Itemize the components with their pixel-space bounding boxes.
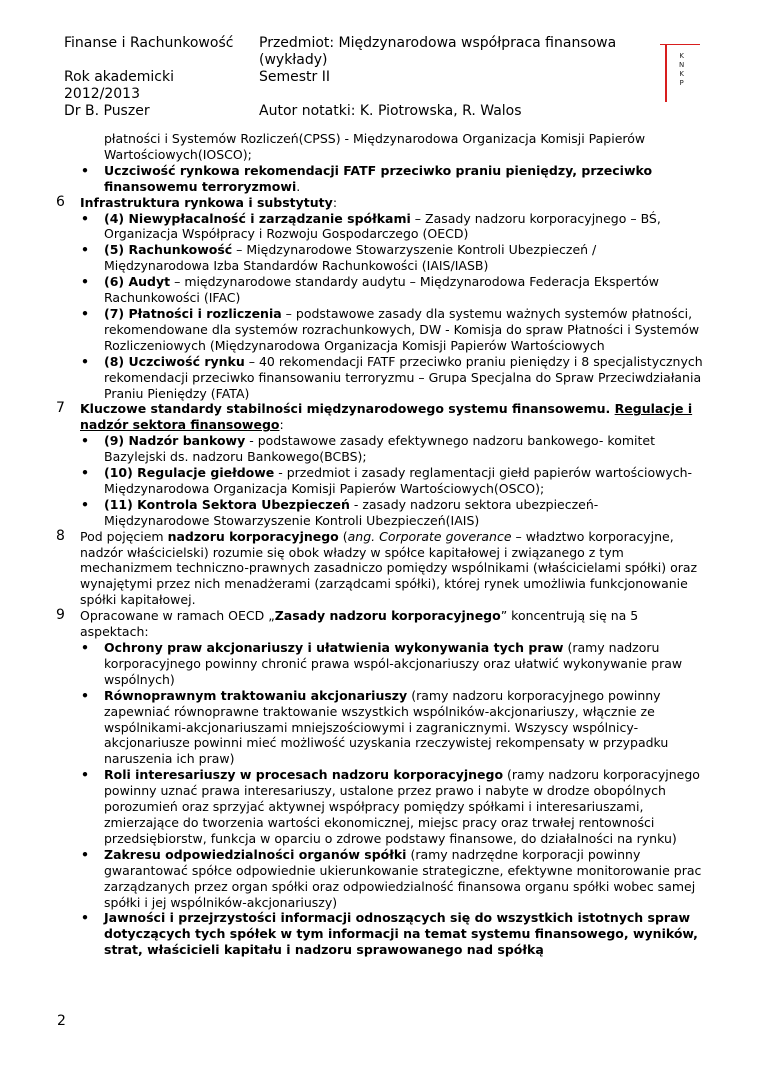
header-authors: Autor notatki: K. Piotrowska, R. Walos: [259, 103, 522, 119]
list-item: • (4) Niewypłacalność i zarządzanie spółkami – Zasady nadzoru korporacyjnego – BŚ, Organizacja Współpracy i Rozwoju Gospodarczego (OECD): [81, 210, 661, 242]
list-item: • (5) Rachunkowość – Międzynarodowe Stowarzyszenie Kontroli Ubezpieczeń / Międzynarodowa Izba Standardów Rachunkowości (IAIS/IASB): [81, 242, 597, 274]
bullet-icon: •: [81, 305, 89, 321]
list-item: • (9) Nadzór bankowy - podstawowe zasady efektywnego nadzoru bankowego- komitet Bazylejski ds. nadzoru Bankowego(BCBS);: [81, 433, 655, 465]
knkp-logo: [660, 44, 700, 102]
header-spacer: [259, 86, 649, 103]
header-academic-year-label: Rok akademicki: [64, 69, 174, 85]
bullet-icon: •: [81, 687, 89, 703]
list-item: • (10) Regulacje giełdowe - przedmiot i zasady reglamentacji giełd papierów wartościowych- Międzynarodowa Organizacja Komisji Papierów Wartościowych(OSCO);: [81, 465, 693, 496]
header-semester: Semestr II: [259, 69, 330, 85]
list-item: • (7) Płatności i rozliczenia – podstawowe zasady dla systemu ważnych systemów płatności, rekomendowane dla systemów rozrachunkowych, DW - Komisja do spraw Płatności i Systemów Rozliczeniowych (Międzynarodowa Organizacja Komisji Papierów Wartościowych: [81, 305, 700, 353]
item-title: Kluczowe standardy stabilności międzynarodowego systemu finansowemu. Regulacje i nadzór sektora finansowego:: [80, 401, 693, 433]
item-paragraph: Pod pojęciem nadzoru korporacyjnego (ang. Corporate goverance – władztwo korporacyjne, nadzór właścicielski) rozumie się obok władzy w spółce kapitałowej i związanego z tym mechanizmem techniczno-prawnych zasadniczo pomiędzy wspólnikami (właścicielami spółki) oraz wynajętymi przez nich menadżerami (zarządcami spółki), której rynek umożliwia funkcjonowanie spółki kapitałowej.: [80, 528, 698, 608]
header-lecturer: Dr B. Puszer: [64, 103, 150, 119]
bullet-icon: •: [81, 496, 89, 512]
bullet-icon: •: [81, 433, 89, 449]
item-number: 7: [56, 400, 65, 417]
header-subject: Przedmiot: Międzynarodowa współpraca finansowa: [259, 35, 617, 51]
item-number: 6: [56, 193, 65, 210]
header-left: [64, 35, 254, 120]
header-right: [259, 35, 649, 120]
list-item: • Roli interesariuszy w procesach nadzoru korporacyjnego (ramy nadzoru korporacyjnego powinny uznać prawa interesariuszy, ustalone przez prawo i nabyte w drodze obopólnych porozumień oraz sprzyjać aktywnej współpracy pomiędzy spółkami i interesariuszami, zmierzające do tworzenia wartości ekonomicznej, miejsc pracy oraz trwałej rentowności przedsiębiorstw, funkcja w oparciu o zdrowe podstawy finansowe, do działalności na rynku): [81, 767, 700, 846]
logo-vertical-bar: [665, 44, 667, 102]
bullet-icon: •: [81, 640, 89, 655]
logo-letters: K N K P: [679, 52, 685, 87]
item-paragraph: Opracowane w ramach OECD „Zasady nadzoru korporacyjnego” koncentrują się na 5 aspektach:: [80, 608, 639, 640]
list-item: • Uczciwość rynkowa rekomendacji FATF przeciwko praniu pieniędzy, przeciwko finansowemu terroryzmowi.: [81, 162, 653, 194]
list-item: • (6) Audyt – międzynarodowe standardy audytu – Międzynarodowa Federacja Ekspertów Rachunkowości (IFAC): [81, 274, 660, 306]
bullet-icon: •: [81, 353, 89, 369]
bullet-icon: •: [81, 274, 89, 290]
bullet-bold-text: Uczciwość rynkowa rekomendacji FATF przeciwko praniu pieniędzy, przeciwko finansowemu terroryzmowi: [104, 162, 653, 194]
list-item: • Równoprawnym traktowaniu akcjonariuszy (ramy nadzoru korporacyjnego powinny zapewniać równoprawne traktowanie wszystkich wspólników-akcjonariuszy, włącznie ze wspólnikami-akcjonariuszami mniejszościowymi i zagranicznymi. Wszyscy wspólnicy-akcjonariusze powinni mieć możliwość uzyskania rzeczywistej rekompensaty w przypadku naruszenia ich praw): [81, 687, 669, 767]
numbered-item-7: [56, 401, 704, 528]
item-title: Infrastruktura rynkowa i substytuty:: [80, 194, 338, 210]
header-academic-year: 2012/2013: [64, 86, 140, 102]
document-body: [56, 131, 704, 958]
list-item: • (11) Kontrola Sektora Ubezpieczeń - zasady nadzoru sektora ubezpieczeń- Międzynarodowe Stowarzyszenie Kontroli Ubezpieczeń(IAIS): [81, 496, 599, 528]
numbered-item-9: [56, 608, 704, 958]
numbered-item-8: [56, 529, 704, 609]
bullet-icon: •: [81, 210, 89, 226]
bullet-icon: •: [81, 465, 89, 481]
continuation-text: płatności i Systemów Rozliczeń(CPSS) - Międzynarodowa Organizacja Komisji Papierów Wartościowych(IOSCO);: [104, 131, 646, 162]
header-course: Finanse i Rachunkowość: [64, 35, 234, 51]
header-subject-type: (wykłady): [259, 52, 328, 68]
list-item: • Jawności i przejrzystości informacji odnoszących się do wszystkich istotnych spraw dotyczących tych spółek w tym informacji na temat systemu finansowego, wyników, strat, właścicieli kapitału i nadzoru sprawowanego nad spółką: [81, 910, 698, 958]
bullet-icon: •: [81, 242, 89, 258]
item-number: 8: [56, 527, 65, 544]
header-spacer: [64, 52, 254, 69]
list-item: • (8) Uczciwość rynku – 40 rekomendacji FATF przeciwko praniu pieniędzy i 8 specjalistycznych rekomendacji przeciwko finansowaniu terroryzmu – Grupa Specjalna do Spraw Przeciwdziałania Praniu Pieniędzy (FATA): [81, 353, 703, 401]
list-item: • Zakresu odpowiedzialności organów spółki (ramy nadrzędne korporacji powinny gwarantować spółce odpowiednie ukierunkowanie strategiczne, efektywne monitorowanie prac zarządzanych przez organ spółki oraz odpowiedzialność finansowa organu spółki wobec samej spółki i jej wspólników-akcjonariuszy): [81, 846, 702, 910]
bullet-icon: •: [81, 910, 89, 926]
list-item: • Ochrony praw akcjonariuszy i ułatwienia wykonywania tych praw (ramy nadzoru korporacyjnego powinny chronić prawa wspól-akcjonariuszy oraz ułatwić wykonywanie praw wspólnych): [81, 640, 683, 687]
numbered-item-6: [56, 195, 704, 402]
page-number: 2: [57, 1013, 66, 1029]
bullet-icon: •: [81, 767, 89, 783]
bullet-icon: •: [81, 162, 89, 178]
item-number: 9: [56, 607, 65, 624]
bullet-icon: •: [81, 846, 89, 862]
